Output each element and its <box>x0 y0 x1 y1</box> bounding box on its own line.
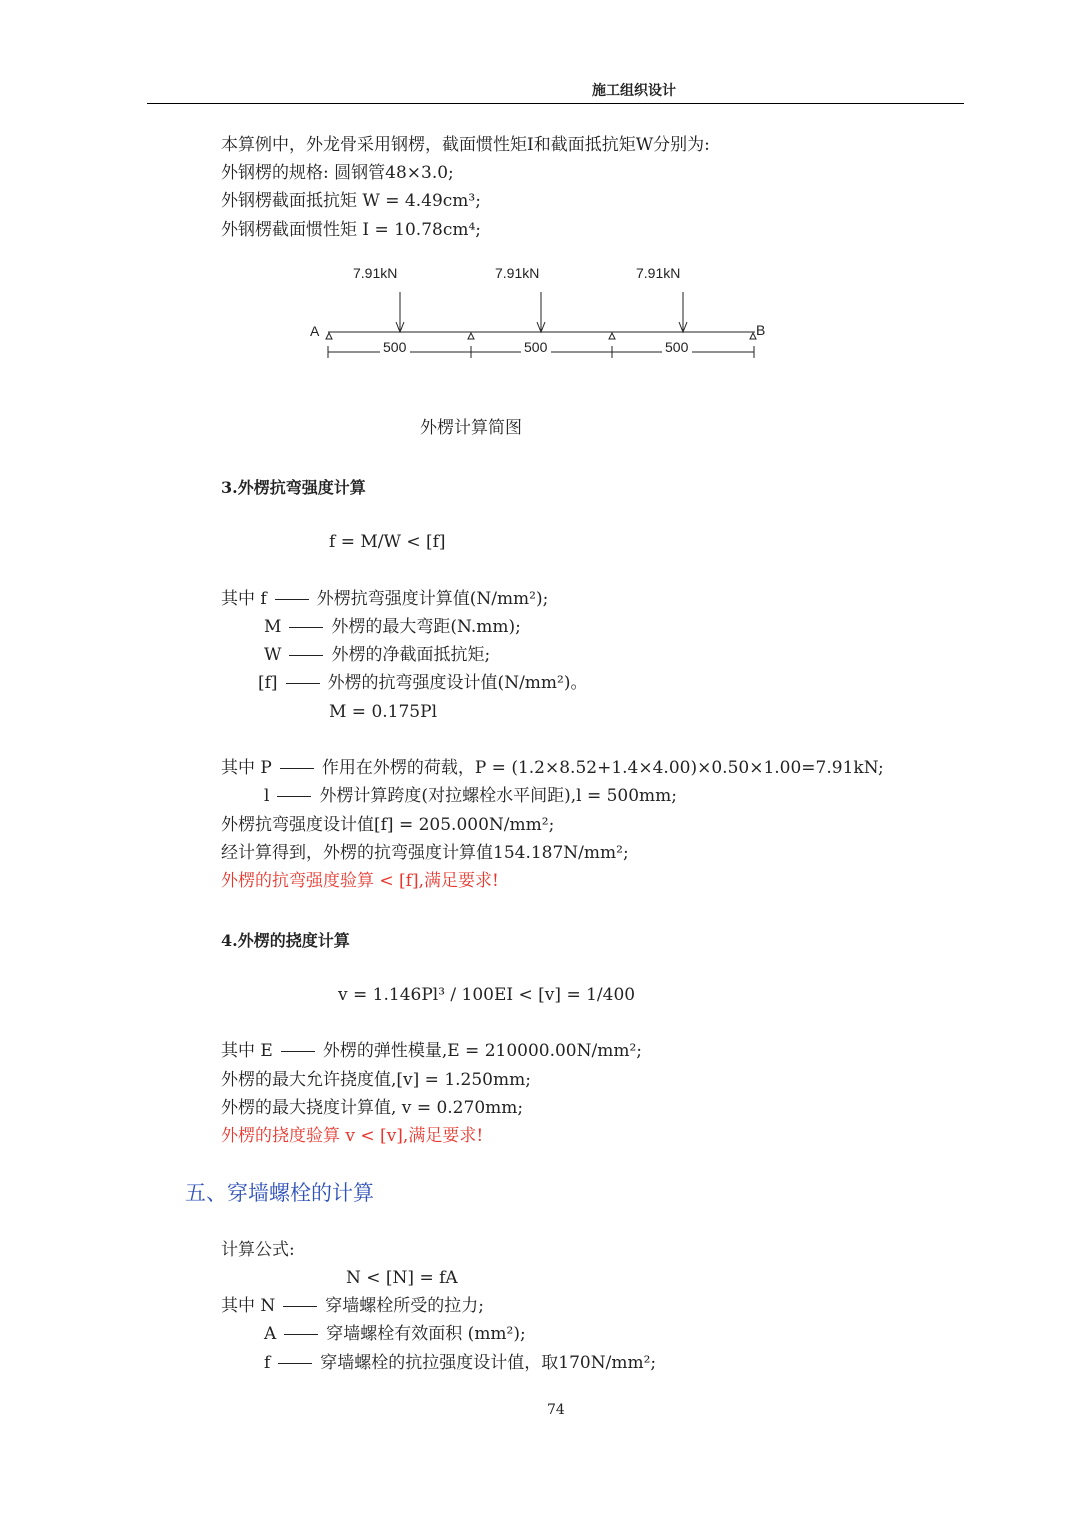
label-a: A <box>310 323 320 339</box>
where-e-desc: 外楞的弹性模量,E = 210000.00N/mm²; <box>322 1041 643 1061</box>
load-label-3: 7.91kN <box>636 265 681 281</box>
where-w-desc: 外楞的净截面抵抗矩; <box>331 645 491 665</box>
where-f-desc: 外楞抗弯强度计算值(N/mm²); <box>316 589 549 609</box>
support-2 <box>468 333 474 339</box>
where-p-desc: 作用在外楞的荷载，P = (1.2×8.52+1.4×4.00)×0.50×1.00=7.91kN; <box>321 758 884 778</box>
where-f2-symbol: [f] <box>258 673 278 693</box>
bending-check-result: 外楞的抗弯强度验算 < [f],满足要求! <box>221 871 499 891</box>
where-n-desc: 穿墙螺栓所受的拉力; <box>325 1296 485 1316</box>
support-a <box>326 333 332 339</box>
where-w-symbol: W <box>264 645 282 665</box>
span-label-2: 500 <box>524 339 548 355</box>
diagram-caption: 外楞计算简图 <box>420 418 522 438</box>
where-f5-symbol: f <box>264 1353 271 1373</box>
where-f2-row <box>258 673 587 693</box>
deflection-computed: 外楞的最大挠度计算值, v = 0.270mm; <box>221 1098 524 1118</box>
where-p-row <box>221 758 884 778</box>
where-a-desc: 穿墙螺栓有效面积 (mm²); <box>326 1324 526 1344</box>
deflection-check-result: 外楞的挠度验算 v < [v],满足要求! <box>221 1126 484 1146</box>
span-label-3: 500 <box>665 339 689 355</box>
deflection-allowable: 外楞的最大允许挠度值,[v] = 1.250mm; <box>221 1070 531 1090</box>
where-n-symbol: 其中 N <box>221 1296 276 1316</box>
section-5-formula: N < [N] = fA <box>346 1268 458 1288</box>
section-3-formula: f = M/W < [f] <box>329 532 446 552</box>
span-label-1: 500 <box>383 339 407 355</box>
page-number: 74 <box>547 1402 565 1418</box>
section-3-heading: 3.外楞抗弯强度计算 <box>221 478 366 497</box>
load-label-1: 7.91kN <box>353 265 398 281</box>
where-e-symbol: 其中 E <box>221 1041 273 1061</box>
support-3 <box>609 333 615 339</box>
where-f5-desc: 穿墙螺栓的抗拉强度设计值，取170N/mm²; <box>320 1353 657 1373</box>
where-m-row <box>264 617 521 637</box>
where-l-desc: 外楞计算跨度(对拉螺栓水平间距),l = 500mm; <box>319 786 678 806</box>
where-w-row <box>264 645 490 665</box>
page-header-title: 施工组织设计 <box>592 83 676 99</box>
where-f-row <box>221 589 548 609</box>
section-4-formula: v = 1.146Pl³ / 100EI < [v] = 1/400 <box>338 985 636 1005</box>
where-e-row <box>221 1041 642 1061</box>
intro-line-4: 外钢楞截面惯性矩 I = 10.78cm⁴; <box>221 220 482 240</box>
section-5-heading: 五、穿墙螺栓的计算 <box>185 1181 374 1205</box>
where-m-desc: 外楞的最大弯距(N.mm); <box>331 617 521 637</box>
intro-line-2: 外钢楞的规格: 圆钢管48×3.0; <box>221 163 454 183</box>
intro-line-1: 本算例中，外龙骨采用钢楞，截面惯性矩I和截面抵抗矩W分别为: <box>221 135 710 155</box>
header-rule <box>147 103 964 104</box>
where-a-row <box>264 1324 526 1344</box>
where-n-row <box>221 1296 484 1316</box>
where-m-symbol: M <box>264 617 282 637</box>
intro-line-3: 外钢楞截面抵抗矩 W = 4.49cm³; <box>221 191 481 211</box>
bending-computed-value: 经计算得到，外楞的抗弯强度计算值154.187N/mm²; <box>221 843 629 863</box>
where-l-symbol: l <box>264 786 270 806</box>
moment-formula: M = 0.175Pl <box>329 702 438 722</box>
load-label-2: 7.91kN <box>495 265 540 281</box>
where-l-row <box>264 786 677 806</box>
where-f2-desc: 外楞的抗弯强度设计值(N/mm²)。 <box>327 673 588 693</box>
label-b: B <box>756 322 766 338</box>
bending-design-value: 外楞抗弯强度设计值[f] = 205.000N/mm²; <box>221 815 555 835</box>
where-a-symbol: A <box>264 1324 277 1344</box>
section-5-label: 计算公式: <box>221 1240 295 1260</box>
beam-diagram <box>300 258 780 368</box>
where-f5-row <box>264 1353 656 1373</box>
where-p-symbol: 其中 P <box>221 758 272 778</box>
where-f-symbol: 其中 f <box>221 589 267 609</box>
section-4-heading: 4.外楞的挠度计算 <box>221 931 350 950</box>
